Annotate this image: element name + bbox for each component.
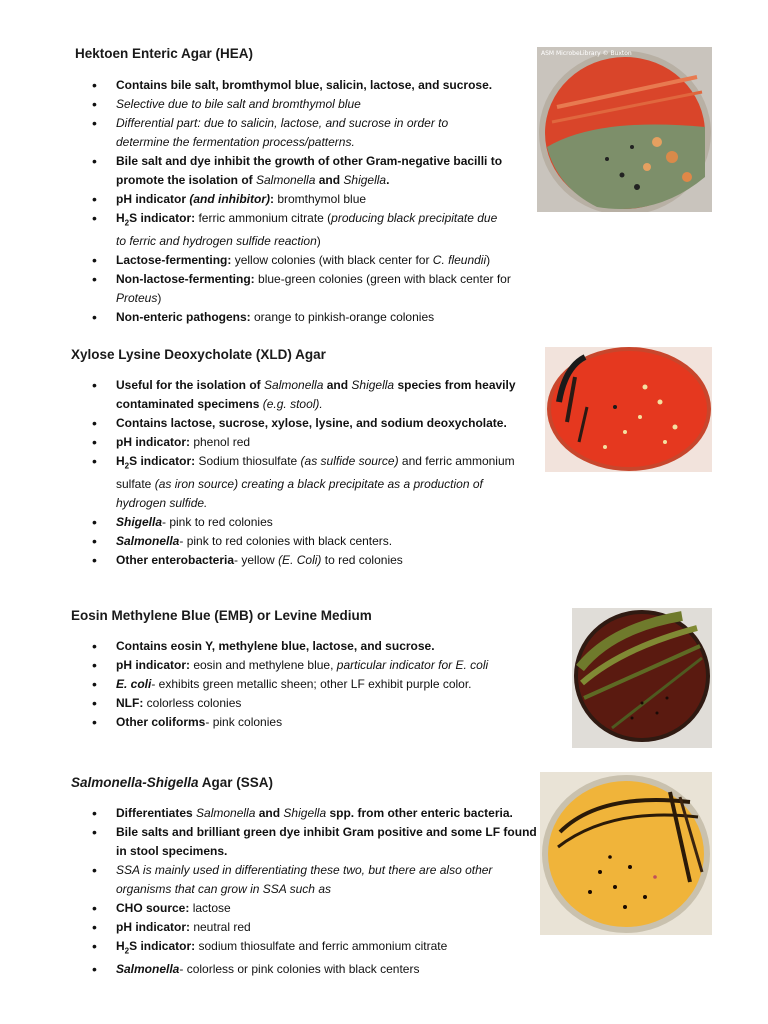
hea-bullet-5-label: pH indicator	[116, 192, 190, 206]
emb-bullet-5	[92, 713, 552, 732]
hea-bullet-7	[92, 251, 532, 270]
xld-plate-image	[545, 347, 712, 472]
hea-bullet-4-salmonella: Salmonella	[256, 173, 316, 187]
xld-bullet-4-label-a: H	[116, 454, 125, 468]
xld-bullet-1	[92, 376, 542, 414]
xld-bullet-4-italic3: hydrogen sulfide.	[116, 496, 208, 511]
xld-bullet-7-label: Other enterobacteria	[116, 553, 235, 568]
ssa-title-italic: Salmonella-Shigella	[71, 775, 199, 790]
hea-bullet-5	[92, 190, 532, 209]
hea-bullet-6-label-a: H	[116, 211, 125, 225]
hea-bullet-3-line2: determine the fermentation process/patterns.	[116, 135, 355, 149]
hea-bullet-8-close: )	[157, 291, 162, 306]
ssa-bullet-5-value: neutral red	[190, 920, 251, 934]
xld-bullet-list	[92, 376, 542, 570]
hea-bullet-1	[92, 76, 532, 95]
ssa-plate-image	[540, 772, 712, 935]
ssa-bullet-6-label-a: H	[116, 939, 125, 953]
ssa-bullet-5	[92, 918, 542, 937]
hea-bullet-4-line1: Bile salt and dye inhibit the growth of other Gram-negative bacilli to	[116, 154, 503, 168]
emb-bullet-2-italic: particular indicator for E. coli	[336, 658, 489, 672]
xld-bullet-1-b: species from heavily	[394, 378, 516, 392]
xld-bullet-7	[92, 551, 542, 570]
hea-bullet-6-label-b: S indicator:	[129, 211, 196, 225]
xld-bullet-4-label-b: S indicator:	[129, 454, 196, 468]
ssa-bullet-1-a: Differentiates	[116, 806, 197, 820]
hea-bullet-4-shigella: Shigella	[343, 173, 387, 187]
emb-bullet-2	[92, 656, 552, 675]
hea-bullet-list	[92, 76, 532, 327]
hea-bullet-9-value: orange to pinkish-orange colonies	[250, 310, 435, 325]
hea-plate-photo	[537, 47, 712, 212]
ssa-bullet-3	[92, 861, 542, 899]
ssa-title	[71, 775, 273, 790]
hea-bullet-7-close: )	[486, 253, 491, 268]
hea-bullet-6-italic1: producing black precipitate due	[331, 211, 498, 225]
hea-bullet-7-label: Lactose-fermenting:	[116, 253, 232, 268]
ssa-bullet-2	[92, 823, 542, 861]
ssa-bullet-6-value: sodium thiosulfate and ferric ammonium citrate	[195, 939, 448, 953]
xld-title: Xylose Lysine Deoxycholate (XLD) Agar	[71, 347, 326, 362]
hea-bullet-3	[92, 114, 532, 152]
xld-bullet-1-eg: (e.g. stool).	[262, 397, 323, 411]
emb-bullet-list	[92, 637, 552, 732]
hea-bullet-9	[92, 308, 532, 327]
emb-bullet-4-value: colorless colonies	[143, 696, 242, 710]
hea-bullet-6-italic2: to ferric and hydrogen sulfide reaction	[116, 234, 317, 249]
xld-bullet-2-text: Contains lactose, sucrose, xylose, lysine, and sodium deoxycholate.	[116, 416, 507, 430]
ssa-bullet-1-b: spp. from other enteric bacteria.	[326, 806, 513, 820]
ssa-bullet-3-b: organisms that can grow in SSA such as	[116, 882, 331, 896]
hea-photo-watermark: ASM MicrobeLibrary © Buxton	[541, 50, 632, 57]
ssa-bullet-6-sub: 2	[124, 946, 130, 956]
emb-bullet-5-label: Other coliforms	[116, 715, 206, 729]
hea-bullet-6	[92, 209, 532, 251]
emb-bullet-2-label: pH indicator:	[116, 658, 190, 672]
xld-bullet-3-value: phenol red	[190, 435, 251, 449]
xld-bullet-1-c: contaminated specimens	[116, 397, 263, 411]
ssa-bullet-1-shigella: Shigella	[283, 806, 327, 820]
xld-bullet-6-label: Salmonella	[116, 534, 180, 549]
hea-bullet-8	[92, 270, 532, 308]
xld-bullet-4-value2: and ferric ammonium	[398, 454, 515, 468]
ssa-bullet-4-value: lactose	[189, 901, 231, 915]
ssa-bullet-6	[92, 937, 542, 960]
emb-bullet-3-label: E. coli	[116, 677, 152, 691]
hea-bullet-3-line1: Differential part: due to salicin, lactose, and sucrose in order to	[116, 116, 449, 130]
hea-bullet-4-and: and	[315, 173, 344, 187]
hea-bullet-2-text: Selective due to bile salt and bromthymol blue	[116, 97, 361, 111]
hea-bullet-8-italic: Proteus	[116, 291, 158, 306]
hea-bullet-5-paren: (and inhibitor)	[189, 192, 270, 206]
hea-plate-image	[537, 47, 712, 212]
emb-bullet-1	[92, 637, 552, 656]
xld-bullet-7-end: to red colonies	[321, 553, 403, 568]
hea-bullet-4-line2: promote the isolation of	[116, 173, 256, 187]
hea-bullet-2	[92, 95, 532, 114]
emb-bullet-5-value: - pink colonies	[205, 715, 283, 729]
xld-bullet-4-sub: 2	[124, 461, 130, 471]
xld-bullet-7-italic: (E. Coli)	[278, 553, 322, 568]
hea-bullet-1-text: Contains bile salt, bromthymol blue, salicin, lactose, and sucrose.	[116, 78, 493, 92]
xld-bullet-1-salmonella: Salmonella	[264, 378, 324, 392]
ssa-plate-photo	[540, 772, 712, 935]
ssa-bullet-3-a: SSA is mainly used in differentiating these two, but there are also other	[116, 863, 493, 877]
hea-bullet-8-value: blue-green colonies (green with black center for	[254, 272, 511, 287]
hea-bullet-4	[92, 152, 532, 190]
emb-bullet-3-value: - exhibits green metallic sheen; other LF exhibit purple color.	[151, 677, 472, 691]
hea-bullet-7-value: yellow colonies (with black center for	[231, 253, 433, 268]
hea-bullet-5-colon: :	[270, 192, 274, 206]
hea-bullet-6-sub: 2	[124, 218, 130, 228]
ssa-bullet-1-salmonella: Salmonella	[196, 806, 256, 820]
ssa-bullet-4	[92, 899, 542, 918]
hea-bullet-6-value: ferric ammonium citrate (	[195, 211, 332, 225]
ssa-bullet-2-b: in stool specimens.	[116, 844, 228, 858]
emb-title: Eosin Methylene Blue (EMB) or Levine Medium	[71, 608, 372, 623]
xld-bullet-5-label: Shigella	[116, 515, 163, 530]
emb-bullet-3	[92, 675, 552, 694]
xld-bullet-7-value: - yellow	[234, 553, 279, 568]
hea-bullet-8-label: Non-lactose-fermenting:	[116, 272, 255, 287]
ssa-bullet-7	[92, 960, 542, 979]
ssa-bullet-1	[92, 804, 542, 823]
xld-bullet-4-italic2: (as iron source) creating a black precipitate as a production of	[154, 477, 483, 492]
xld-plate-photo	[545, 347, 712, 472]
xld-bullet-1-shigella: Shigella	[351, 378, 395, 392]
emb-bullet-1-text: Contains eosin Y, methylene blue, lactose, and sucrose.	[116, 639, 435, 653]
hea-bullet-9-label: Non-enteric pathogens:	[116, 310, 251, 325]
hea-bullet-6-close: )	[316, 234, 321, 249]
ssa-title-rest: Agar (SSA)	[198, 775, 274, 790]
xld-bullet-2	[92, 414, 542, 433]
xld-bullet-3	[92, 433, 542, 452]
ssa-bullet-7-label: Salmonella	[116, 962, 180, 977]
xld-bullet-4-line2a: sulfate	[116, 477, 155, 492]
xld-bullet-6	[92, 532, 542, 551]
xld-bullet-1-and: and	[323, 378, 352, 392]
emb-bullet-4	[92, 694, 552, 713]
ssa-bullet-7-value: - colorless or pink colonies with black centers	[179, 962, 420, 977]
xld-bullet-4	[92, 452, 542, 513]
xld-bullet-1-a: Useful for the isolation of	[116, 378, 265, 392]
xld-bullet-5	[92, 513, 542, 532]
emb-plate-photo	[572, 608, 712, 748]
emb-bullet-2-value: eosin and methylene blue,	[190, 658, 337, 672]
hea-bullet-5-value: bromthymol blue	[274, 192, 367, 206]
emb-bullet-4-label: NLF:	[116, 696, 144, 710]
ssa-bullet-5-label: pH indicator:	[116, 920, 190, 934]
ssa-bullet-2-a: Bile salts and brilliant green dye inhibit Gram positive and some LF found	[116, 825, 537, 839]
ssa-bullet-4-label: CHO source:	[116, 901, 190, 915]
hea-bullet-7-italic: C. fleundii	[432, 253, 487, 268]
xld-bullet-5-value: - pink to red colonies	[162, 515, 273, 530]
hea-title: Hektoen Enteric Agar (HEA)	[75, 46, 254, 61]
ssa-bullet-6-label-b: S indicator:	[129, 939, 196, 953]
ssa-bullet-list	[92, 804, 542, 979]
emb-plate-image	[572, 608, 712, 748]
ssa-bullet-1-and: and	[255, 806, 284, 820]
xld-bullet-4-italic1: (as sulfide source)	[300, 454, 399, 468]
xld-bullet-3-label: pH indicator:	[116, 435, 190, 449]
hea-bullet-4-end: .	[386, 173, 390, 187]
xld-bullet-6-value: - pink to red colonies with black centers.	[179, 534, 393, 549]
xld-bullet-4-value: Sodium thiosulfate	[195, 454, 301, 468]
